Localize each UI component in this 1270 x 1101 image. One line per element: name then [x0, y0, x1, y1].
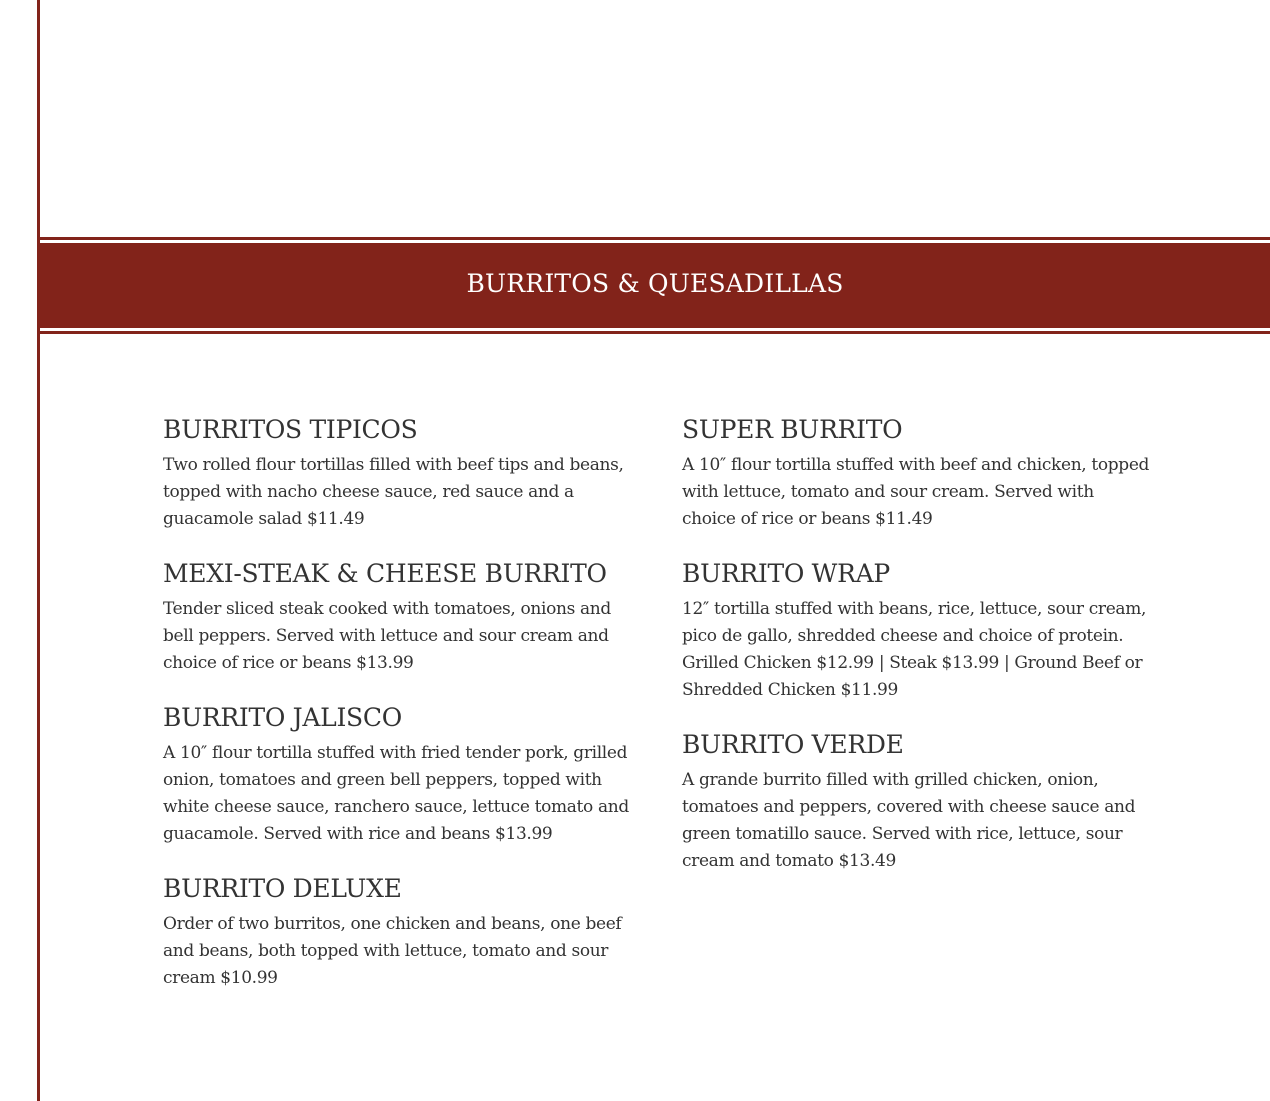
menu-item-description: Order of two burritos, one chicken and beans, one beef and beans, both topped with lettuce, tomato and sour cream $10.99: [163, 914, 622, 988]
menu-item: [682, 414, 1152, 533]
menu-item-description: A grande burrito filled with grilled chicken, onion, tomatoes and peppers, covered with cheese sauce and green tomatillo sauce. Served with rice, lettuce, sour cream and tomato $13.49: [682, 770, 1136, 871]
menu-item-description: Two rolled flour tortillas filled with beef tips and beans, topped with nacho cheese sauce, red sauce and a guacamole salad $11.49: [163, 455, 624, 529]
menu-item-name: MEXI-STEAK & CHEESE BURRITO: [163, 559, 607, 588]
menu-column-right: [682, 414, 1152, 900]
menu-item: [682, 558, 1152, 704]
menu-item-name: BURRITO DELUXE: [163, 874, 402, 903]
left-border-rule: [37, 0, 40, 1101]
banner-bottom-line: [40, 331, 1270, 334]
menu-column-left: [163, 414, 633, 1017]
menu-item-description: Tender sliced steak cooked with tomatoes, onions and bell peppers. Served with lettuce and sour cream and choice of rice or beans $13.99: [163, 599, 611, 673]
menu-item-name: SUPER BURRITO: [682, 415, 903, 444]
menu-item: [163, 702, 633, 848]
menu-item-description: 12″ tortilla stuffed with beans, rice, lettuce, sour cream, pico de gallo, shredded cheese and choice of protein. Grilled Chicken $12.99 | Steak $13.99 | Ground Beef or Shredded Chicken $11.99: [682, 599, 1147, 700]
banner-band: [40, 243, 1270, 328]
menu-item: [163, 414, 633, 533]
section-title: BURRITOS & QUESADILLAS: [466, 269, 844, 298]
menu-item-name: BURRITO JALISCO: [163, 703, 402, 732]
section-banner: [40, 237, 1270, 334]
menu-item: [163, 873, 633, 992]
menu-item-description: A 10″ flour tortilla stuffed with fried tender pork, grilled onion, tomatoes and green bell peppers, topped with white cheese sauce, ranchero sauce, lettuce tomato and guacamole. Served with rice and beans $13.99: [163, 743, 629, 844]
menu-item: [163, 558, 633, 677]
menu-item-name: BURRITO WRAP: [682, 559, 890, 588]
menu-item-name: BURRITOS TIPICOS: [163, 415, 418, 444]
menu-item: [682, 729, 1152, 875]
menu-item-description: A 10″ flour tortilla stuffed with beef and chicken, topped with lettuce, tomato and sour cream. Served with choice of rice or beans $11.49: [682, 455, 1150, 529]
menu-item-name: BURRITO VERDE: [682, 730, 904, 759]
banner-top-line: [40, 237, 1270, 240]
